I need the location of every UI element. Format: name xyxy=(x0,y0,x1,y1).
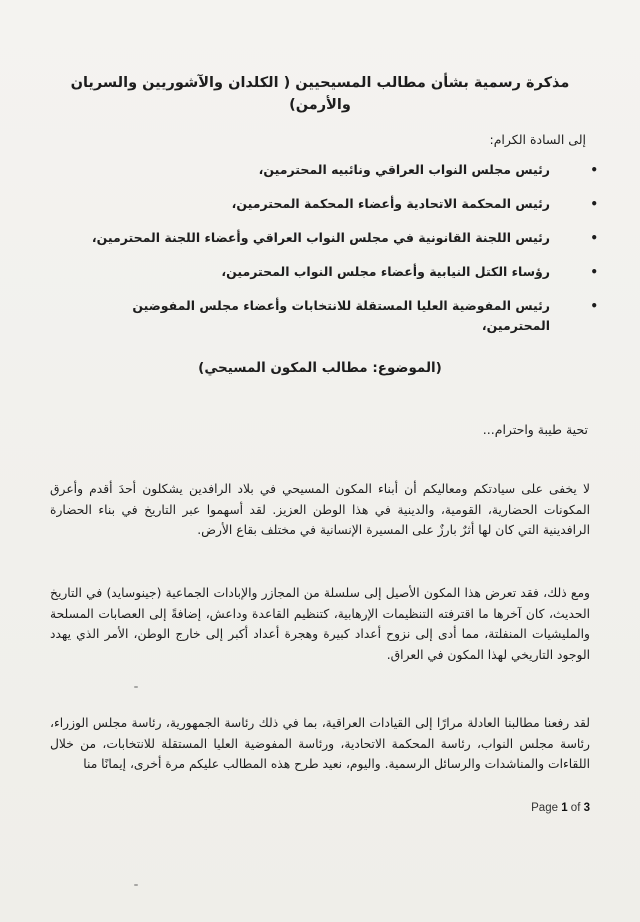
bullet-icon: • xyxy=(590,163,598,177)
subject-line: (الموضوع: مطالب المكون المسيحي) xyxy=(198,360,442,376)
recipient-item xyxy=(80,296,598,333)
page-word: Page xyxy=(531,802,558,814)
recipient-list xyxy=(80,160,598,333)
body-paragraph: ومع ذلك، فقد تعرض هذا المكون الأصيل إلى سلسلة من المجازر والإبادات الجماعية (جينوسايد) في التاريخ الحديث، كان آخرها ما اقترفته التنظيمات الإرهابية، كتنظيم القاعدة وداعش، إضافةً إلى العصابات المسلحة والمليشيات المنفلتة، مما أدى إلى نزوح أعداد كبيرة وهجرة أعداد أكبر إلى خارج الوطن، الأمر الذي يهدد الوجود التاريخي لهذا المكون في العراق. xyxy=(50,586,590,662)
memo-title: مذكرة رسمية بشأن مطالب المسيحيين ( الكلدان والآشوريين والسريان والأرمن) xyxy=(70,75,570,113)
body-paragraph: لا يخفى على سيادتكم ومعاليكم أن أبناء المكون المسيحي في بلاد الرافدين يشكلون أحدَ أقدم وأعرق المكونات الحضارية، القومية، والدينية في هذا الوطن العزيز. لقد أسهموا عبر التاريخ في بناء الحضارة الرافدينية التي كان لها أثرٌ بارزٌ على المسيرة الإنسانية في مختلف بقاع الأرض. xyxy=(50,482,590,537)
recipient-text: رؤساء الكتل النيابية وأعضاء مجلس النواب المحترمين، xyxy=(221,264,550,279)
greeting: تحية طيبة واحترام... xyxy=(482,422,588,437)
recipient-text: رئيس مجلس النواب العراقي ونائبيه المحترمين، xyxy=(258,162,550,177)
page-total: 3 xyxy=(583,802,590,814)
recipient-item xyxy=(80,228,598,262)
page-of-word: of xyxy=(570,802,581,814)
bullet-icon: • xyxy=(590,265,598,279)
page-number xyxy=(531,802,590,814)
recipient-item xyxy=(80,160,598,194)
recipient-text: رئيس اللجنة القانونية في مجلس النواب العراقي وأعضاء اللجنة المحترمين، xyxy=(91,230,550,245)
scan-speck xyxy=(134,686,138,688)
recipient-text: رئيس المحكمة الاتحادية وأعضاء المحكمة المحترمين، xyxy=(231,196,550,211)
salutation: إلى السادة الكرام: xyxy=(489,132,586,147)
bullet-icon: • xyxy=(590,197,598,211)
scan-speck xyxy=(134,884,138,886)
recipient-item xyxy=(80,262,598,296)
bullet-icon: • xyxy=(590,231,598,245)
recipient-text: رئيس المفوضية العليا المستقلة للانتخابات وأعضاء مجلس المفوضين المحترمين، xyxy=(132,298,550,333)
recipient-item xyxy=(80,194,598,228)
bullet-icon: • xyxy=(590,299,598,313)
page-current: 1 xyxy=(561,802,568,814)
body-paragraph: لقد رفعنا مطالبنا العادلة مرارًا إلى القيادات العراقية، بما في ذلك رئاسة الجمهورية، رئاسة مجلس الوزراء، رئاسة مجلس النواب، رئاسة المحكمة الاتحادية، ورئاسة المفوضية العليا المستقلة للانتخابات، من خلال اللقاءات والمناشدات والرسائل الرسمية. واليوم، نعيد طرح هذه المطالب عليكم مرة أخرى، إيمانًا منا xyxy=(50,716,590,771)
